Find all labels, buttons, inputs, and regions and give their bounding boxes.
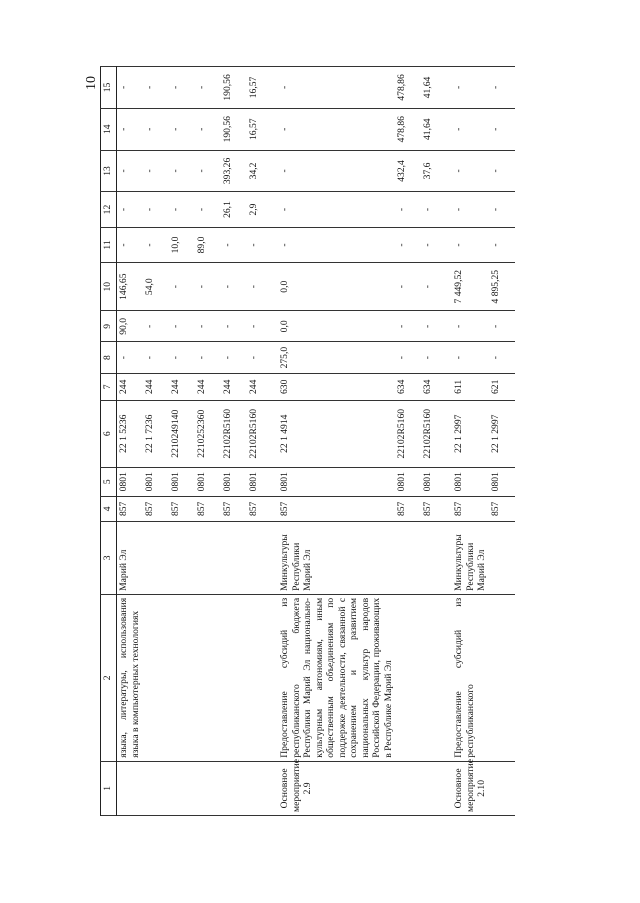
- target-cell: 22 1 7236: [143, 400, 169, 467]
- col-header: 4: [101, 496, 117, 521]
- budget-table: [100, 66, 515, 816]
- grbs-cell: 857: [395, 496, 421, 521]
- value-cell: -: [421, 342, 447, 373]
- value-cell: -: [117, 227, 144, 262]
- value-cell: -: [143, 150, 169, 192]
- measure-cell: [117, 761, 144, 815]
- col-header: 11: [101, 227, 117, 262]
- value-cell: -: [195, 263, 221, 311]
- value-cell: 89,0: [195, 227, 221, 262]
- value-cell: -: [489, 192, 515, 227]
- measure-cell: [195, 761, 221, 815]
- col-header: 12: [101, 192, 117, 227]
- value-cell: -: [195, 108, 221, 150]
- grbs-cell: 857: [117, 496, 144, 521]
- grbs-cell: 857: [421, 496, 447, 521]
- expense-type-cell: 244: [169, 373, 195, 400]
- name-cell: [421, 594, 447, 761]
- name-cell: [489, 594, 515, 761]
- value-cell: 190,56: [221, 108, 247, 150]
- value-cell: 37,6: [421, 150, 447, 192]
- col-header: 13: [101, 150, 117, 192]
- section-cell: 0801: [421, 467, 447, 496]
- value-cell: -: [221, 263, 247, 311]
- measure-cell: Основное мероприятие 2.10: [447, 761, 489, 815]
- executor-cell: [489, 521, 515, 594]
- value-cell: -: [447, 311, 489, 342]
- value-cell: -: [395, 227, 421, 262]
- value-cell: -: [247, 342, 273, 373]
- measure-cell: [247, 761, 273, 815]
- value-cell: -: [221, 342, 247, 373]
- value-cell: -: [195, 311, 221, 342]
- value-cell: -: [489, 227, 515, 262]
- value-cell: 0,0: [273, 263, 395, 311]
- target-cell: 22 1 2997: [447, 400, 489, 467]
- target-cell: 22102R5160: [421, 400, 447, 467]
- col-header: 9: [101, 311, 117, 342]
- value-cell: -: [143, 108, 169, 150]
- value-cell: 41,64: [421, 67, 447, 109]
- expense-type-cell: 244: [195, 373, 221, 400]
- value-cell: -: [395, 192, 421, 227]
- value-cell: 4 895,25: [489, 263, 515, 311]
- value-cell: -: [447, 108, 489, 150]
- col-header: 3: [101, 521, 117, 594]
- col-header: 1: [101, 761, 117, 815]
- value-cell: -: [195, 150, 221, 192]
- col-header: 10: [101, 263, 117, 311]
- value-cell: 26,1: [221, 192, 247, 227]
- value-cell: -: [169, 263, 195, 311]
- executor-cell: [195, 521, 221, 594]
- rotated-page: [100, 66, 528, 816]
- value-cell: -: [169, 311, 195, 342]
- value-cell: -: [395, 342, 421, 373]
- table-row: [247, 67, 273, 816]
- section-cell: 0801: [447, 467, 489, 496]
- value-cell: 34,2: [247, 150, 273, 192]
- expense-type-cell: 630: [273, 373, 395, 400]
- value-cell: 478,86: [395, 67, 421, 109]
- section-cell: 0801: [169, 467, 195, 496]
- value-cell: -: [273, 192, 395, 227]
- table-row: [221, 67, 247, 816]
- value-cell: -: [195, 67, 221, 109]
- value-cell: 275,0: [273, 342, 395, 373]
- value-cell: -: [169, 342, 195, 373]
- value-cell: -: [447, 67, 489, 109]
- name-cell: [169, 594, 195, 761]
- measure-cell: [395, 761, 421, 815]
- table-row: [489, 67, 515, 816]
- value-cell: 478,86: [395, 108, 421, 150]
- col-header: 15: [101, 67, 117, 109]
- expense-type-cell: 621: [489, 373, 515, 400]
- measure-cell: [489, 761, 515, 815]
- col-header: 8: [101, 342, 117, 373]
- table-row: [143, 67, 169, 816]
- value-cell: -: [447, 227, 489, 262]
- col-header: 6: [101, 400, 117, 467]
- grbs-cell: 857: [447, 496, 489, 521]
- table-row: [273, 67, 395, 816]
- value-cell: -: [421, 227, 447, 262]
- executor-cell: [221, 521, 247, 594]
- value-cell: -: [169, 192, 195, 227]
- value-cell: -: [143, 192, 169, 227]
- target-cell: 2210252360: [195, 400, 221, 467]
- value-cell: 10,0: [169, 227, 195, 262]
- value-cell: -: [247, 311, 273, 342]
- col-header: 7: [101, 373, 117, 400]
- table-row: [421, 67, 447, 816]
- value-cell: -: [273, 108, 395, 150]
- grbs-cell: 857: [247, 496, 273, 521]
- expense-type-cell: 634: [395, 373, 421, 400]
- executor-cell: Марий Эл: [117, 521, 144, 594]
- name-cell: [247, 594, 273, 761]
- value-cell: 41,64: [421, 108, 447, 150]
- section-cell: 0801: [221, 467, 247, 496]
- measure-cell: [421, 761, 447, 815]
- value-cell: -: [489, 342, 515, 373]
- table-row: [195, 67, 221, 816]
- measure-cell: [221, 761, 247, 815]
- section-cell: 0801: [489, 467, 515, 496]
- header-row: [101, 67, 117, 816]
- executor-cell: [395, 521, 421, 594]
- measure-cell: Основное мероприятие 2.9: [273, 761, 395, 815]
- value-cell: -: [447, 192, 489, 227]
- target-cell: 22102R5160: [221, 400, 247, 467]
- expense-type-cell: 244: [117, 373, 144, 400]
- value-cell: 16,57: [247, 108, 273, 150]
- target-cell: 22102R5160: [247, 400, 273, 467]
- section-cell: 0801: [195, 467, 221, 496]
- name-cell: [143, 594, 169, 761]
- value-cell: -: [489, 311, 515, 342]
- section-cell: 0801: [273, 467, 395, 496]
- name-cell: [221, 594, 247, 761]
- value-cell: 54,0: [143, 263, 169, 311]
- executor-cell: [143, 521, 169, 594]
- value-cell: -: [489, 150, 515, 192]
- value-cell: -: [421, 263, 447, 311]
- target-cell: 22 1 5236: [117, 400, 144, 467]
- expense-type-cell: 611: [447, 373, 489, 400]
- name-cell: Предоставление субсидий из республиканского: [447, 594, 489, 761]
- value-cell: -: [169, 150, 195, 192]
- value-cell: -: [117, 150, 144, 192]
- name-cell: [395, 594, 421, 761]
- value-cell: -: [447, 150, 489, 192]
- value-cell: 2,9: [247, 192, 273, 227]
- value-cell: -: [221, 311, 247, 342]
- target-cell: 22 1 2997: [489, 400, 515, 467]
- value-cell: -: [117, 342, 144, 373]
- value-cell: -: [143, 311, 169, 342]
- executor-cell: [421, 521, 447, 594]
- value-cell: -: [273, 67, 395, 109]
- value-cell: 146,65: [117, 263, 144, 311]
- name-cell: языка, литературы, использования языка в компьютерных технологиях: [117, 594, 144, 761]
- section-cell: 0801: [117, 467, 144, 496]
- value-cell: -: [143, 227, 169, 262]
- value-cell: -: [169, 67, 195, 109]
- grbs-cell: 857: [221, 496, 247, 521]
- measure-cell: [169, 761, 195, 815]
- value-cell: -: [489, 108, 515, 150]
- value-cell: -: [221, 227, 247, 262]
- value-cell: -: [117, 192, 144, 227]
- executor-cell: [169, 521, 195, 594]
- col-header: 2: [101, 594, 117, 761]
- value-cell: -: [143, 342, 169, 373]
- grbs-cell: 857: [489, 496, 515, 521]
- name-cell: [195, 594, 221, 761]
- col-header: 5: [101, 467, 117, 496]
- col-header: 14: [101, 108, 117, 150]
- target-cell: 2210249140: [169, 400, 195, 467]
- executor-cell: Минкультуры Республики Марий Эл: [273, 521, 395, 594]
- value-cell: 393,26: [221, 150, 247, 192]
- expense-type-cell: 244: [247, 373, 273, 400]
- name-cell: Предоставление субсидий из республиканского бюджета Республики Марий Эл национально-культурным автономиям, иным общественным объединениям по поддержке деятельности, связанной с сохранением и развитием национальных культур народов Российской Федерации, проживающих в Республике Марий Эл: [273, 594, 395, 761]
- section-cell: 0801: [247, 467, 273, 496]
- table-row: [395, 67, 421, 816]
- value-cell: -: [143, 67, 169, 109]
- value-cell: -: [247, 227, 273, 262]
- section-cell: 0801: [395, 467, 421, 496]
- value-cell: 190,56: [221, 67, 247, 109]
- value-cell: -: [489, 67, 515, 109]
- expense-type-cell: 244: [221, 373, 247, 400]
- value-cell: -: [421, 192, 447, 227]
- table-row: [169, 67, 195, 816]
- section-cell: 0801: [143, 467, 169, 496]
- value-cell: -: [169, 108, 195, 150]
- value-cell: -: [117, 67, 144, 109]
- table-row: [117, 67, 144, 816]
- value-cell: -: [195, 192, 221, 227]
- executor-cell: [247, 521, 273, 594]
- target-cell: 22102R5160: [395, 400, 421, 467]
- target-cell: 22 1 4914: [273, 400, 395, 467]
- value-cell: -: [273, 150, 395, 192]
- value-cell: -: [421, 311, 447, 342]
- measure-cell: [143, 761, 169, 815]
- table-body: [117, 67, 515, 816]
- value-cell: -: [247, 263, 273, 311]
- page-number: 10: [84, 76, 99, 90]
- value-cell: 432,4: [395, 150, 421, 192]
- executor-cell: Минкультуры Республики Марий Эл: [447, 521, 489, 594]
- expense-type-cell: 244: [143, 373, 169, 400]
- grbs-cell: 857: [195, 496, 221, 521]
- value-cell: -: [447, 342, 489, 373]
- value-cell: -: [273, 227, 395, 262]
- value-cell: 7 449,52: [447, 263, 489, 311]
- value-cell: -: [395, 263, 421, 311]
- grbs-cell: 857: [169, 496, 195, 521]
- value-cell: 16,57: [247, 67, 273, 109]
- grbs-cell: 857: [273, 496, 395, 521]
- value-cell: 0,0: [273, 311, 395, 342]
- expense-type-cell: 634: [421, 373, 447, 400]
- value-cell: -: [195, 342, 221, 373]
- value-cell: -: [117, 108, 144, 150]
- value-cell: -: [395, 311, 421, 342]
- grbs-cell: 857: [143, 496, 169, 521]
- table-row: [447, 67, 489, 816]
- value-cell: 90,0: [117, 311, 144, 342]
